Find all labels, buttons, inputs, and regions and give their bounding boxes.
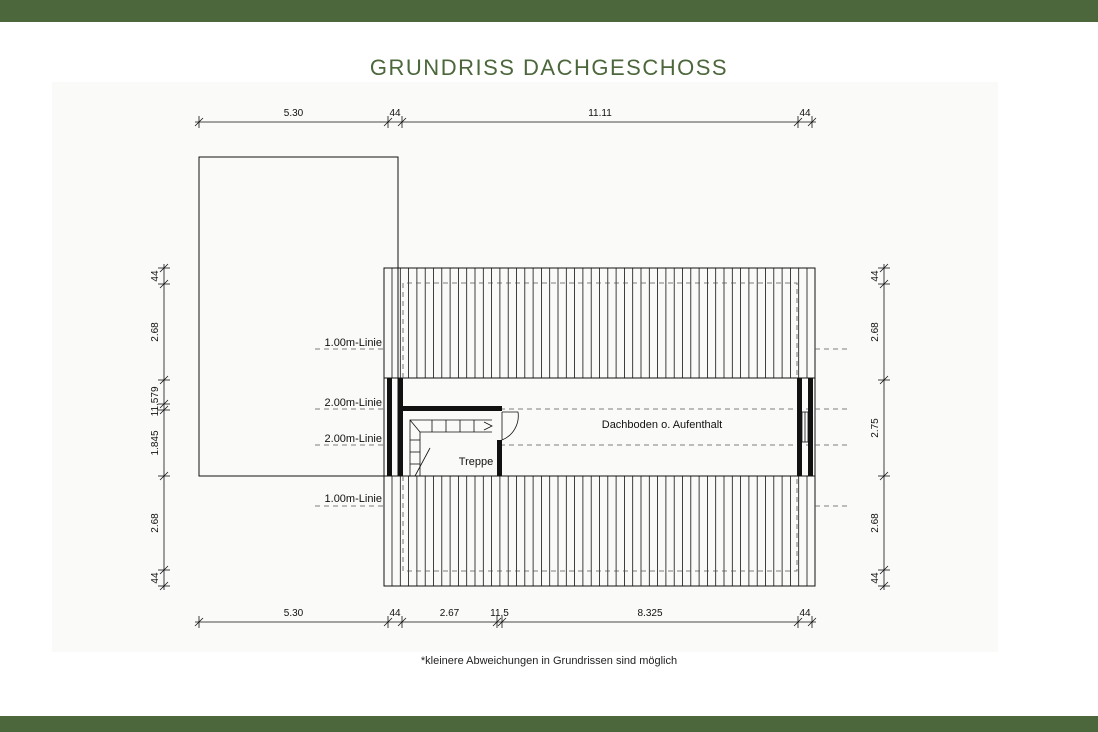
- dim-right-label: 44: [870, 270, 881, 282]
- dim-bottom-label: 5.30: [283, 608, 304, 619]
- stair-wall-top: [403, 406, 502, 411]
- dim-left-label: 1.845: [150, 430, 161, 456]
- dim-left-label: 44: [150, 270, 161, 282]
- wall-left-inner: [398, 378, 403, 476]
- dim-bottom-label: 44: [389, 608, 401, 619]
- adjacent-roof-outline: [199, 157, 398, 476]
- dim-top-label: 44: [799, 108, 811, 119]
- bottom-band: [0, 716, 1098, 732]
- roof-upper-hatching: [392, 268, 807, 378]
- window-right: [802, 412, 808, 442]
- wall-left-outer: [387, 378, 392, 476]
- dim-right-label: 2.68: [870, 322, 881, 342]
- dim-left-label: 2.68: [150, 513, 161, 533]
- dim-top-label: 11.11: [588, 108, 612, 119]
- dim-right-label: 44: [870, 572, 881, 584]
- dim-left-label: 11.5: [150, 397, 161, 417]
- dim-top-label: 5.30: [283, 108, 304, 119]
- line-1m-upper: [403, 283, 797, 378]
- room-label-attic: Dachboden o. Aufenthalt: [601, 419, 723, 431]
- wall-right-outer: [808, 378, 813, 476]
- dim-left-label: 44: [150, 572, 161, 584]
- label-top-100: 1.00m-Linie: [324, 337, 382, 349]
- room-label-stairs: Treppe: [458, 456, 494, 468]
- dim-bottom-label: 11.5: [490, 608, 509, 619]
- dim-top-label: 44: [389, 108, 401, 119]
- stair-wall-right: [497, 440, 502, 476]
- dim-right-label: 2.68: [870, 513, 881, 533]
- label-bottom-100: 1.00m-Linie: [324, 493, 382, 505]
- dim-left-label: 2.68: [150, 322, 161, 342]
- wall-right-inner: [797, 378, 802, 476]
- page-title: GRUNDRISS DACHGESCHOSS: [369, 55, 729, 80]
- door-swing: [502, 412, 518, 440]
- label-lower-200: 2.00m-Linie: [324, 433, 382, 445]
- footnote: *kleinere Abweichungen in Grundrissen sind möglich: [420, 655, 678, 667]
- dim-bottom-label: 8.325: [637, 608, 663, 619]
- dim-right-label: 2.75: [870, 418, 881, 438]
- dim-left-label: 79: [150, 386, 161, 398]
- dim-bottom-label: 2.67: [439, 608, 460, 619]
- dim-bottom-label: 44: [799, 608, 811, 619]
- line-1m-lower: [403, 476, 797, 571]
- label-upper-200: 2.00m-Linie: [324, 397, 382, 409]
- roof-lower-hatching: [392, 476, 807, 586]
